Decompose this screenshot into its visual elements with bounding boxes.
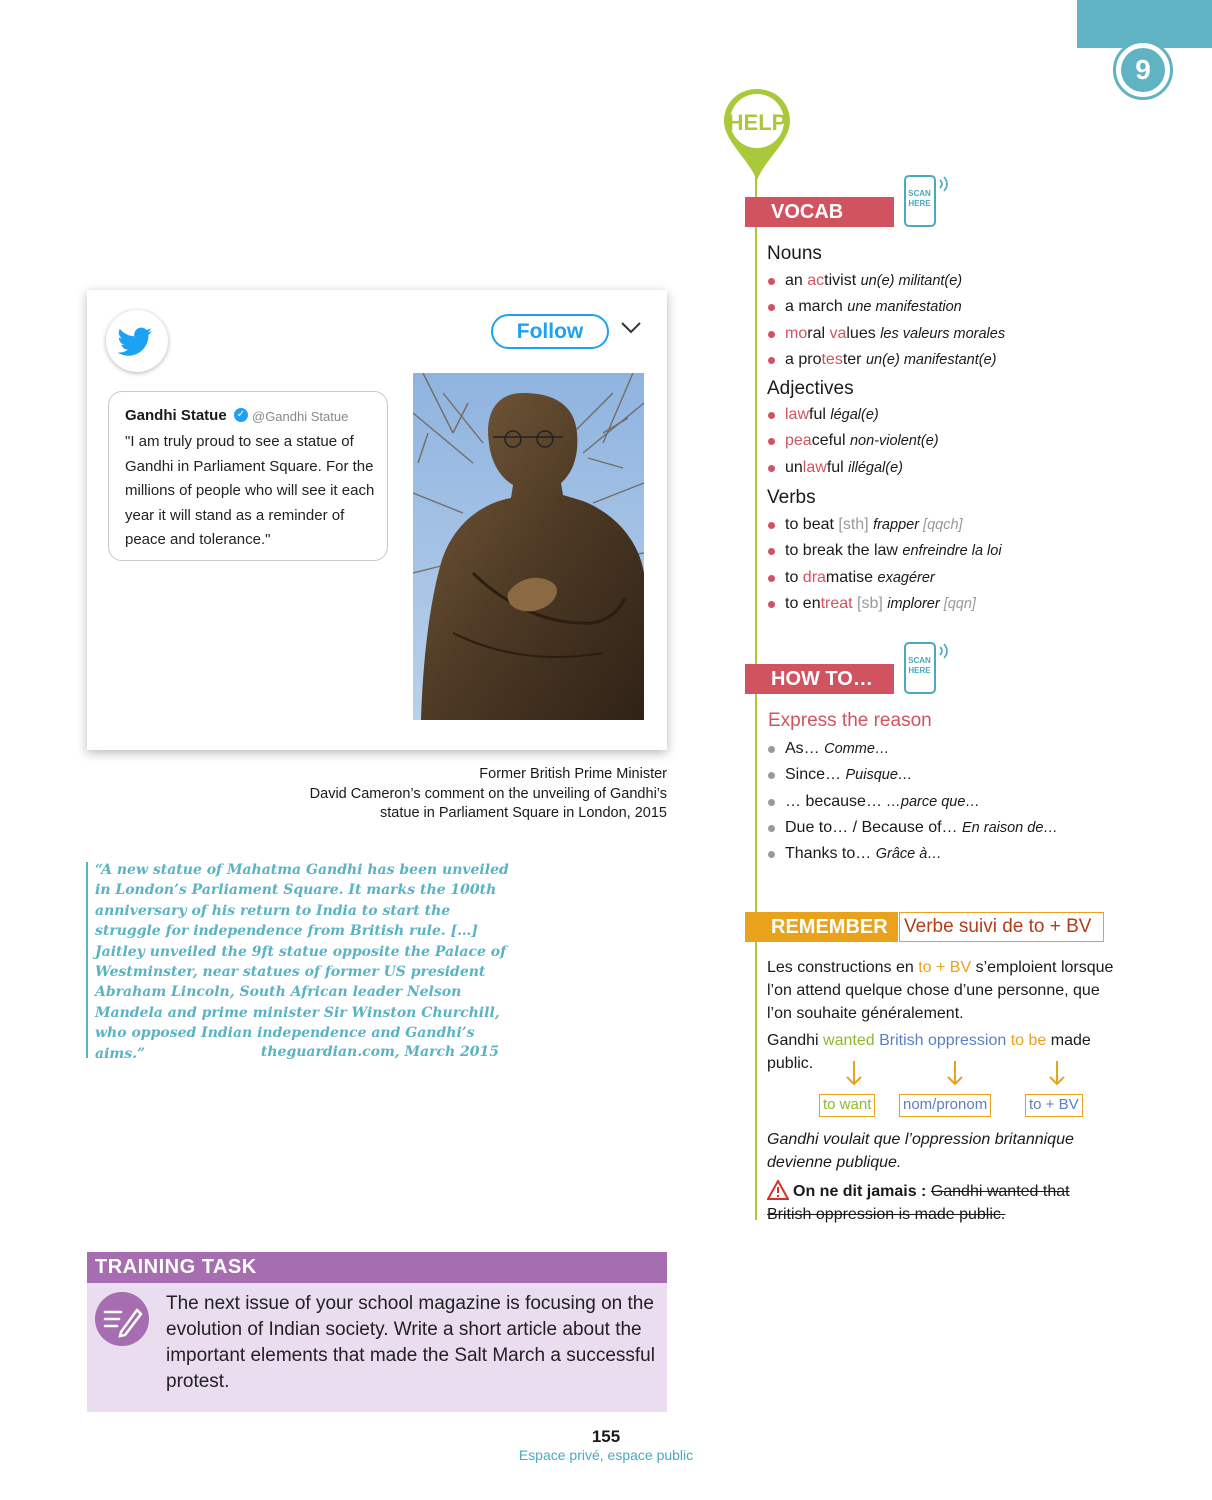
list-item: Due to… / Because of… En raison de… <box>767 815 1058 841</box>
list-item: … because… …parce que… <box>767 789 1058 815</box>
help-pin-label: HELP <box>727 110 787 135</box>
verbs-heading: Verbs <box>767 487 816 508</box>
nouns-heading: Nouns <box>767 243 822 264</box>
caption-line: David Cameron’s comment on the unveiling of Gandhi’s <box>309 785 667 802</box>
caption-line: statue in Parliament Square in London, 2015 <box>380 805 667 821</box>
twitter-logo <box>106 310 168 372</box>
list-item: As… Comme… <box>767 736 1058 762</box>
photo-caption <box>250 765 667 824</box>
howto-list <box>767 736 1058 867</box>
remember-title: REMEMBER <box>745 912 898 942</box>
bird-icon <box>106 310 168 372</box>
tweet-author[interactable]: Gandhi Statue <box>125 407 227 424</box>
list-item: moral values les valeurs morales <box>767 321 1005 347</box>
gandhi-statue-photo <box>413 373 644 720</box>
list-item: to break the law enfreindre la loi <box>767 538 1002 564</box>
quote-source: theguardian.com, March 2015 <box>260 1044 499 1060</box>
arrow-down-icon <box>1048 1060 1066 1086</box>
list-item: Thanks to… Grâce à… <box>767 841 1058 867</box>
tag-to-want: to want <box>819 1094 875 1117</box>
arrow-down-icon <box>946 1060 964 1086</box>
list-item: to entreat [sb] implorer [qqn] <box>767 591 1002 617</box>
french-translation: Gandhi voulait que l’oppression britannique devienne publique. <box>767 1131 1074 1171</box>
help-line <box>755 175 757 1220</box>
wifi-waves-icon <box>938 174 952 194</box>
caption-line: Former British Prime Minister <box>479 766 667 782</box>
quote-bar <box>86 862 88 1058</box>
guardian-quote: “A new statue of Mahatma Gandhi has been unveiled in London’s Parliament Square. It marks the 100th anniversary of his return to India to start the struggle for independence from British rule. […] Jaitley unveiled the 9ft statue opposite the Palace of Westminster, near statues of former US president Abraham Lincoln, South African leader Nelson Mandela and prime minister Sir Winston Churchill, who opposed Indian independence and Gandhi’s aims.” <box>95 862 509 1062</box>
tweet-handle[interactable]: @Gandhi Statue <box>252 409 349 424</box>
vocab-title: VOCAB <box>745 197 894 227</box>
list-item: a protester un(e) manifestant(e) <box>767 347 1005 373</box>
list-item: peaceful non-violent(e) <box>767 428 939 454</box>
scan-phone-icon[interactable] <box>904 642 936 694</box>
tweet-text: "I am truly proud to see a statue of Gandhi in Parliament Square. For the millions of people who will see it each year it will stand as a reminder of peace and tolerance." <box>125 433 375 548</box>
follow-button[interactable]: Follow <box>491 314 609 349</box>
verified-icon: ✓ <box>234 408 248 422</box>
scan-label: SCAN HERE <box>908 656 931 675</box>
warning-note: On ne dit jamais : Gandhi wanted that British oppression is made public. <box>767 1183 1070 1223</box>
adjectives-heading: Adjectives <box>767 378 854 399</box>
remember-text: Les constructions en to + BV s’emploient lorsque l’on attend quelque chose d’une personne, que l’on souhaite généralement. <box>767 959 1114 1022</box>
adjectives-list <box>767 402 939 481</box>
help-pin-icon <box>722 87 792 182</box>
example-sentence: Gandhi wanted British oppression to be made public. <box>767 1032 1091 1072</box>
remember-label: Verbe suivi de to + BV <box>899 912 1104 942</box>
writing-icon <box>95 1292 149 1346</box>
list-item: to dramatise exagérer <box>767 565 1002 591</box>
list-item: Since… Puisque… <box>767 762 1058 788</box>
tag-to-bv: to + BV <box>1025 1094 1083 1117</box>
training-task-title: TRAINING TASK <box>87 1252 667 1283</box>
verbs-list <box>767 512 1002 617</box>
howto-title: HOW TO… <box>745 664 894 694</box>
tag-noun-pronoun: nom/pronom <box>899 1094 991 1117</box>
list-item: an activist un(e) militant(e) <box>767 268 1005 294</box>
nouns-list <box>767 268 1005 373</box>
list-item: unlawful illégal(e) <box>767 455 939 481</box>
chapter-number: 9 <box>1121 48 1165 92</box>
page-subtitle: Espace privé, espace public <box>518 1447 694 1463</box>
training-task-text: The next issue of your school magazine is focusing on the evolution of Indian society. Write a short article about the important elements that made the Salt March a successful protest. <box>166 1293 655 1392</box>
page-number: 155 <box>591 1427 621 1446</box>
scan-phone-icon[interactable] <box>904 175 936 227</box>
wifi-waves-icon <box>938 641 952 661</box>
arrow-down-icon <box>845 1060 863 1086</box>
scan-label: SCAN HERE <box>908 189 931 208</box>
list-item: a march une manifestation <box>767 294 1005 320</box>
chevron-down-icon[interactable] <box>620 320 642 336</box>
howto-heading: Express the reason <box>768 710 932 731</box>
list-item: lawful légal(e) <box>767 402 939 428</box>
list-item: to beat [sth] frapper [qqch] <box>767 512 1002 538</box>
